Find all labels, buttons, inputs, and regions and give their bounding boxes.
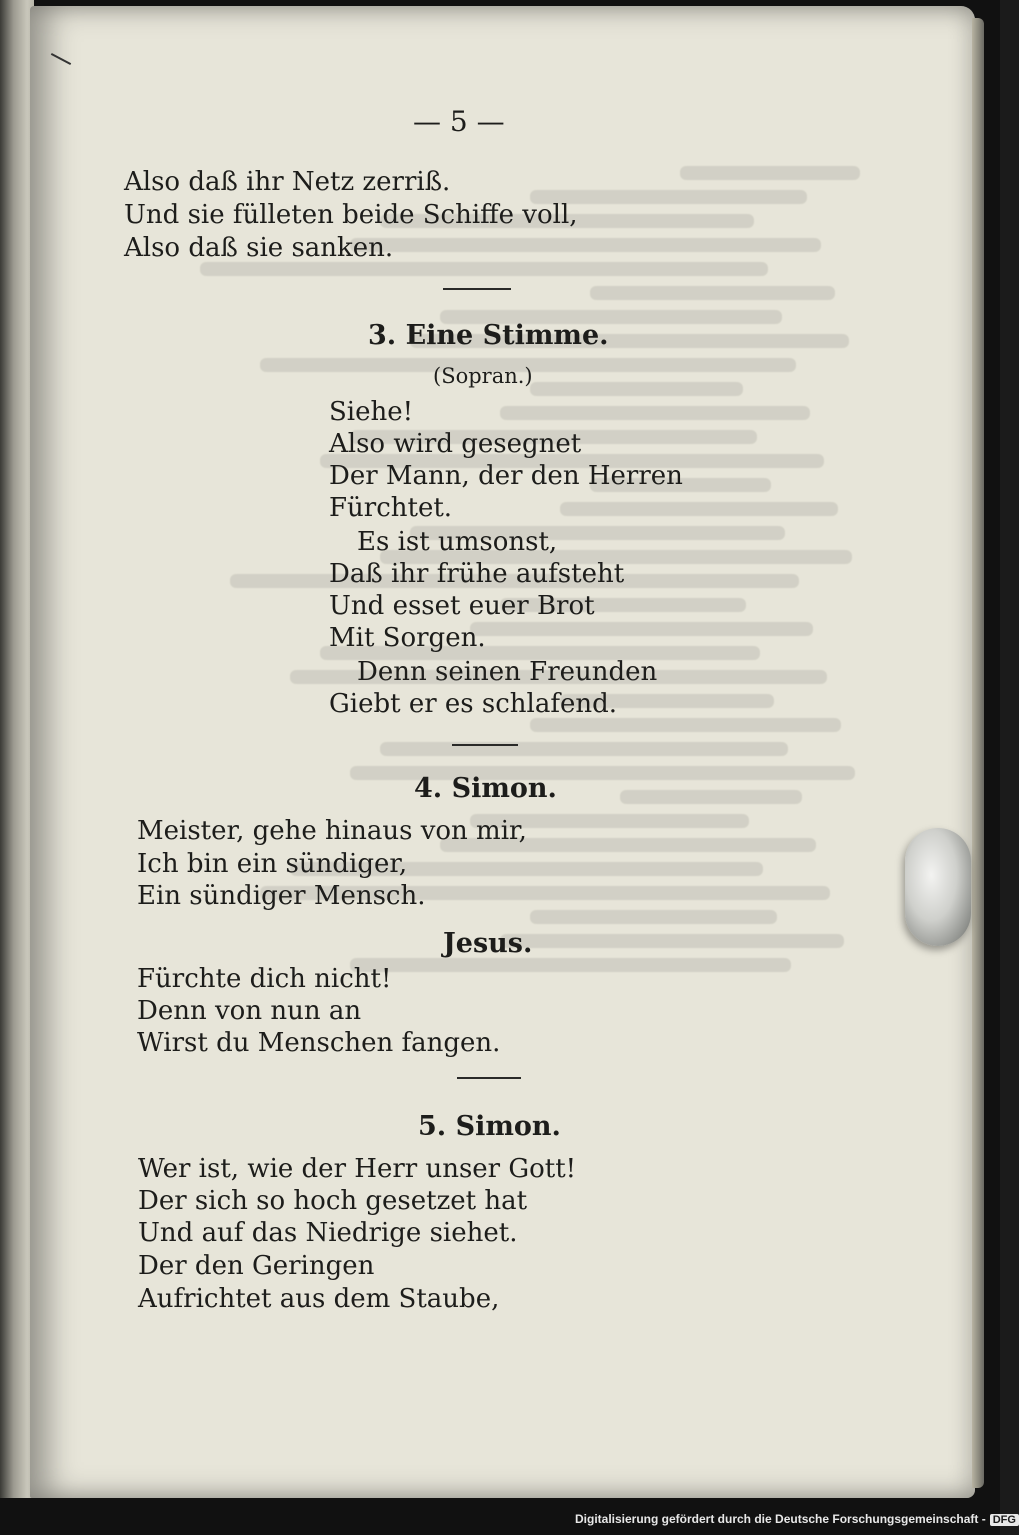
text-line: Daß ihr frühe aufsteht (329, 559, 625, 589)
text-line: Fürchte dich nicht! (137, 964, 392, 994)
ghost-line (620, 790, 802, 804)
ghost-line (530, 382, 743, 396)
section-rule (457, 1077, 521, 1079)
section-title: 3. Eine Stimme. (368, 320, 609, 351)
voice-label: (Sopran.) (433, 364, 533, 388)
page-number: — 5 — (413, 105, 505, 138)
text-line: Mit Sorgen. (329, 623, 486, 653)
ghost-line (560, 502, 838, 516)
ghost-line (470, 622, 813, 636)
text-line: Der sich so hoch gesetzet hat (138, 1186, 528, 1216)
ghost-line (350, 958, 791, 972)
section-rule (443, 288, 511, 290)
text-line: Also wird gesegnet (329, 429, 582, 459)
text-line: Es ist umsonst, (357, 527, 558, 557)
facing-page-edge (0, 0, 34, 1498)
ghost-line (530, 910, 777, 924)
section-title: 5. Simon. (418, 1111, 561, 1142)
digitization-credit (575, 1512, 1016, 1530)
text-line: Wirst du Menschen fangen. (137, 1028, 501, 1058)
ghost-line (680, 166, 860, 180)
ghost-line (530, 718, 841, 732)
text-line: Aufrichtet aus dem Staube, (138, 1284, 500, 1314)
text-line: Der Mann, der den Herren (329, 461, 683, 491)
section-rule (452, 744, 518, 746)
dfg-logo: DFG (990, 1514, 1019, 1526)
text-line: Denn von nun an (137, 996, 362, 1026)
text-line: Ein sündiger Mensch. (137, 881, 426, 911)
ghost-line (350, 238, 821, 252)
ghost-line (500, 406, 810, 420)
text-line: Giebt er es schlafend. (329, 689, 618, 719)
ghost-line (590, 286, 835, 300)
ghost-line (380, 742, 788, 756)
section-title: 4. Simon. (414, 773, 557, 804)
text-line: Und esset euer Brot (329, 591, 595, 621)
section-title: Jesus. (443, 928, 533, 959)
ghost-line (200, 262, 768, 276)
text-line: Und auf das Niedrige siehet. (138, 1218, 518, 1248)
text-line: Ich bin ein sündiger, (137, 849, 408, 879)
text-line: Siehe! (329, 397, 414, 427)
text-line: Der den Geringen (138, 1251, 375, 1281)
text-line: Und sie fülleten beide Schiffe voll, (124, 200, 578, 230)
text-line: Wer ist, wie der Herr unser Gott! (138, 1154, 577, 1184)
text-line: Denn seinen Freunden (357, 657, 658, 687)
text-line: Meister, gehe hinaus von mir, (137, 816, 527, 846)
page-clip (905, 828, 971, 946)
text-line: Fürchtet. (329, 493, 453, 523)
text-line: Also daß ihr Netz zerriß. (124, 167, 451, 197)
page-edge-shadow (972, 18, 984, 1488)
ghost-line (500, 934, 844, 948)
text-line: Also daß sie sanken. (124, 233, 394, 263)
credit-text: Digitalisierung gefördert durch die Deutsche Forschungsgemeinschaft - (575, 1512, 986, 1526)
